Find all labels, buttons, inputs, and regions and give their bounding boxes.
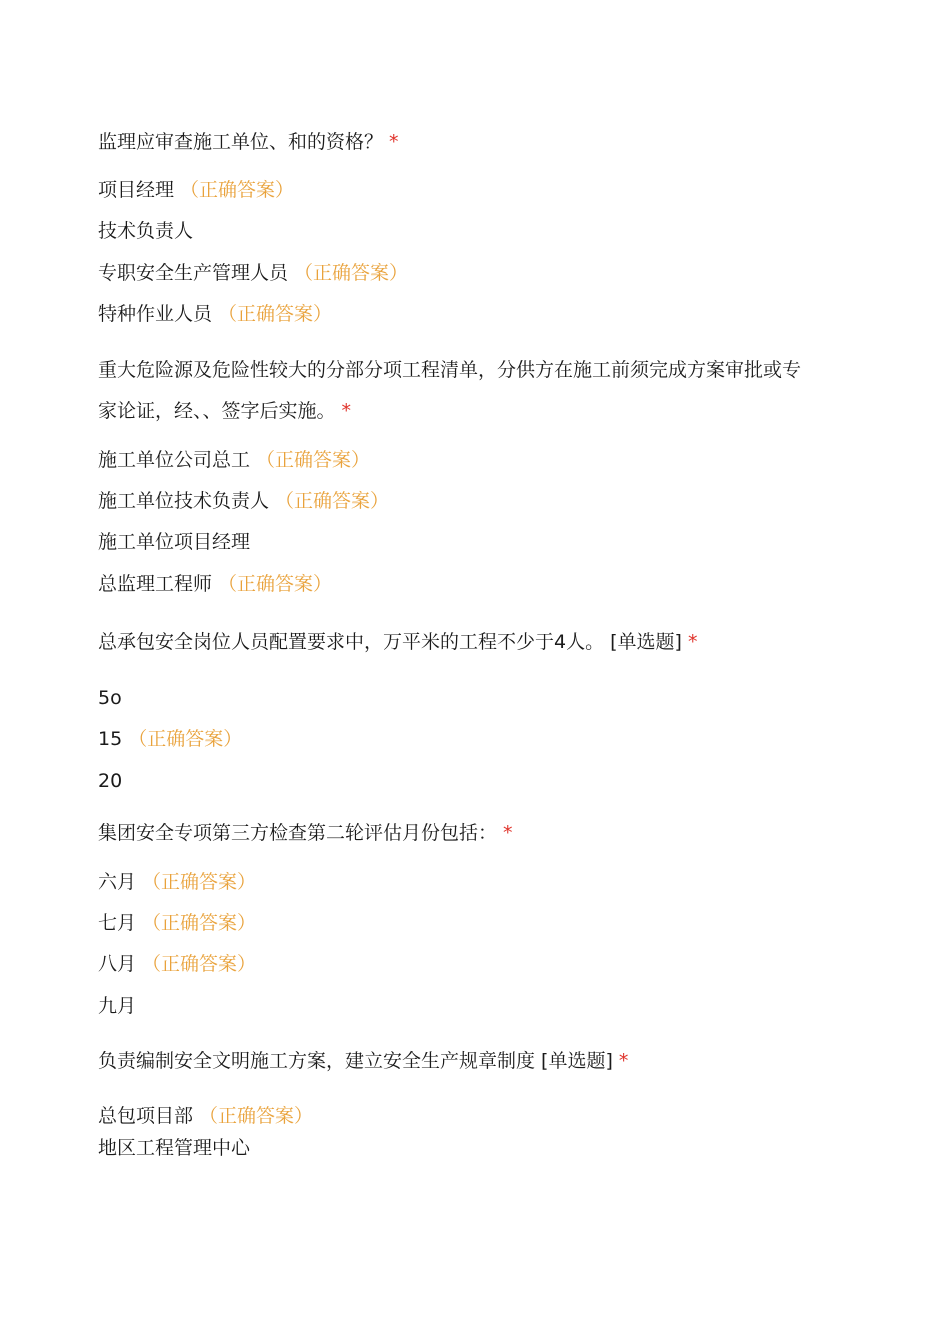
correct-answer-tag: （正确答案） — [142, 871, 257, 893]
question-4-option-4 — [98, 994, 136, 1018]
option-text: 总包项目部 — [98, 1105, 194, 1127]
question-1-text — [98, 130, 399, 154]
option-text: 七月 — [98, 912, 137, 934]
question-4-option-3 — [98, 952, 256, 976]
option-text: 专职安全生产管理人员 — [98, 262, 289, 284]
question-text: 集团安全专项第三方检查第二轮评估月份包括： — [98, 822, 498, 844]
option-text: 20 — [98, 770, 123, 792]
required-mark: * — [341, 400, 352, 422]
correct-answer-tag: （正确答案） — [142, 953, 257, 975]
correct-answer-tag: （正确答案） — [294, 262, 409, 284]
question-2-option-2 — [98, 489, 389, 513]
question-1-option-2 — [98, 219, 193, 243]
question-text: 家论证，经、、签字后实施。 — [98, 400, 336, 422]
question-5-text — [98, 1049, 628, 1073]
option-text: 总监理工程师 — [98, 573, 213, 595]
option-text: 项目经理 — [98, 179, 175, 201]
question-5-option-1 — [98, 1104, 313, 1128]
question-text: 监理应审查施工单位、和的资格？ — [98, 131, 384, 153]
correct-answer-tag: （正确答案） — [275, 490, 390, 512]
correct-answer-tag: （正确答案） — [199, 1105, 314, 1127]
question-2-option-1 — [98, 448, 370, 472]
option-text: 六月 — [98, 871, 137, 893]
option-text: 施工单位公司总工 — [98, 449, 251, 471]
option-text: 技术负责人 — [98, 220, 194, 242]
question-3-option-3 — [98, 769, 122, 793]
question-4-option-2 — [98, 911, 256, 935]
question-2-option-3 — [98, 530, 250, 554]
correct-answer-tag: （正确答案） — [180, 179, 295, 201]
question-2-text-line-1 — [98, 358, 801, 382]
question-5-option-2 — [98, 1136, 250, 1160]
option-text: 5o — [98, 687, 122, 709]
question-2-text-line-2 — [98, 399, 351, 423]
required-mark: * — [687, 631, 698, 653]
question-text: 总承包安全岗位人员配置要求中，万平米的工程不少于4人。 [单选题] — [98, 631, 682, 653]
option-text: 施工单位技术负责人 — [98, 490, 270, 512]
option-text: 15 — [98, 728, 123, 750]
question-4-option-1 — [98, 870, 256, 894]
correct-answer-tag: （正确答案） — [218, 573, 333, 595]
required-mark: * — [503, 822, 513, 844]
question-3-option-1 — [98, 686, 122, 710]
correct-answer-tag: （正确答案） — [218, 303, 333, 325]
question-3-option-2 — [98, 727, 242, 751]
option-text: 九月 — [98, 995, 137, 1017]
correct-answer-tag: （正确答案） — [128, 728, 243, 750]
correct-answer-tag: （正确答案） — [256, 449, 371, 471]
option-text: 八月 — [98, 953, 137, 975]
question-1-option-3 — [98, 261, 408, 285]
required-mark: * — [389, 131, 399, 153]
option-text: 地区工程管理中心 — [98, 1137, 251, 1159]
question-text: 重大危险源及危险性较大的分部分项工程清单，分供方在施工前须完成方案审批或专 — [98, 359, 802, 381]
required-mark: * — [618, 1050, 629, 1072]
question-1-option-4 — [98, 302, 332, 326]
question-3-text — [98, 630, 697, 654]
correct-answer-tag: （正确答案） — [142, 912, 257, 934]
question-text: 负责编制安全文明施工方案，建立安全生产规章制度 [单选题] — [98, 1050, 613, 1072]
question-2-option-4 — [98, 572, 332, 596]
question-1-option-1 — [98, 178, 294, 202]
question-4-text — [98, 821, 513, 845]
option-text: 施工单位项目经理 — [98, 531, 251, 553]
option-text: 特种作业人员 — [98, 303, 213, 325]
